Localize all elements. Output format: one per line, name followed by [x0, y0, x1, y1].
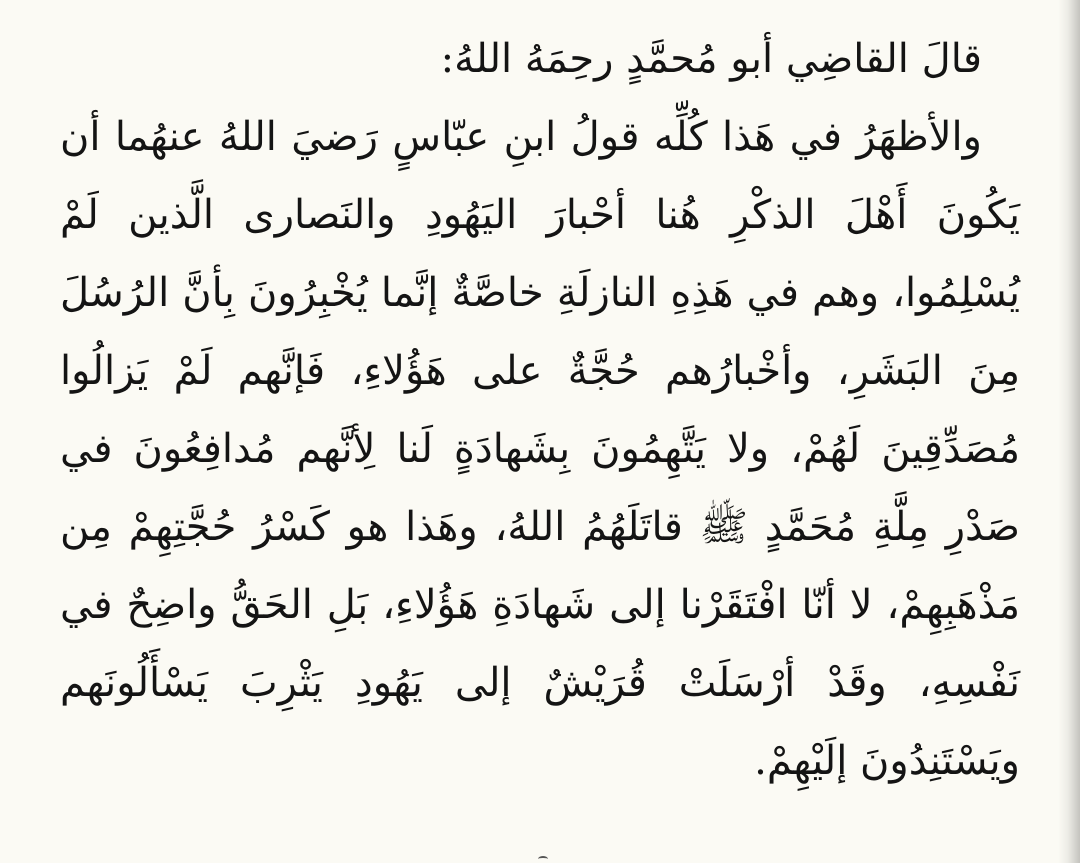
document-heading: قالَ القاضِي أبو مُحمَّدٍ رحِمَهُ اللهُ:	[440, 36, 982, 82]
arabic-text-block	[60, 20, 1020, 800]
document-paragraph: والأظهَرُ في هَذا كُلِّه قولُ ابنِ عبّاسٍ رَضيَ اللهُ عنهُما أن يَكُونَ أَهْلَ الذكْرِ هُنا أحْبارَ اليَهُودِ والنَصارى الَّذين لَمْ يُسْلِمُوا، وهم في هَذِهِ النازلَةِ خاصَّةٌ إنَّما يُخْبِرُونَ بِأنَّ الرُسُلَ مِنَ البَشَرِ، وأخْبارُهم حُجَّةٌ على هَؤُلاءِ، فَإنَّهم لَمْ يَزالُوا مُصَدِّقِينَ لَهُمْ، ولا يَتَّهِمُونَ بِشَهادَةٍ لَنا لِأنَّهم مُدافِعُونَ في صَدْرِ مِلَّةِ مُحَمَّدٍ ﷺ قاتَلَهُمُ اللهُ، وهَذا هو كَسْرُ حُجَّتِهِمْ مِن مَذْهَبِهِمْ، لا أنّا افْتَقَرْنا إلى شَهادَةِ هَؤُلاءِ، بَلِ الحَقُّ واضِحٌ في نَفْسِهِ، وقَدْ أرْسَلَتْ قُرَيْشٌ إلى يَهُودِ يَثْرِبَ يَسْأَلُونَهم ويَسْتَنِدُونَ إلَيْهِمْ.	[60, 114, 1020, 784]
page-edge-shadow	[1058, 0, 1080, 863]
page-bottom-mark	[538, 856, 548, 862]
